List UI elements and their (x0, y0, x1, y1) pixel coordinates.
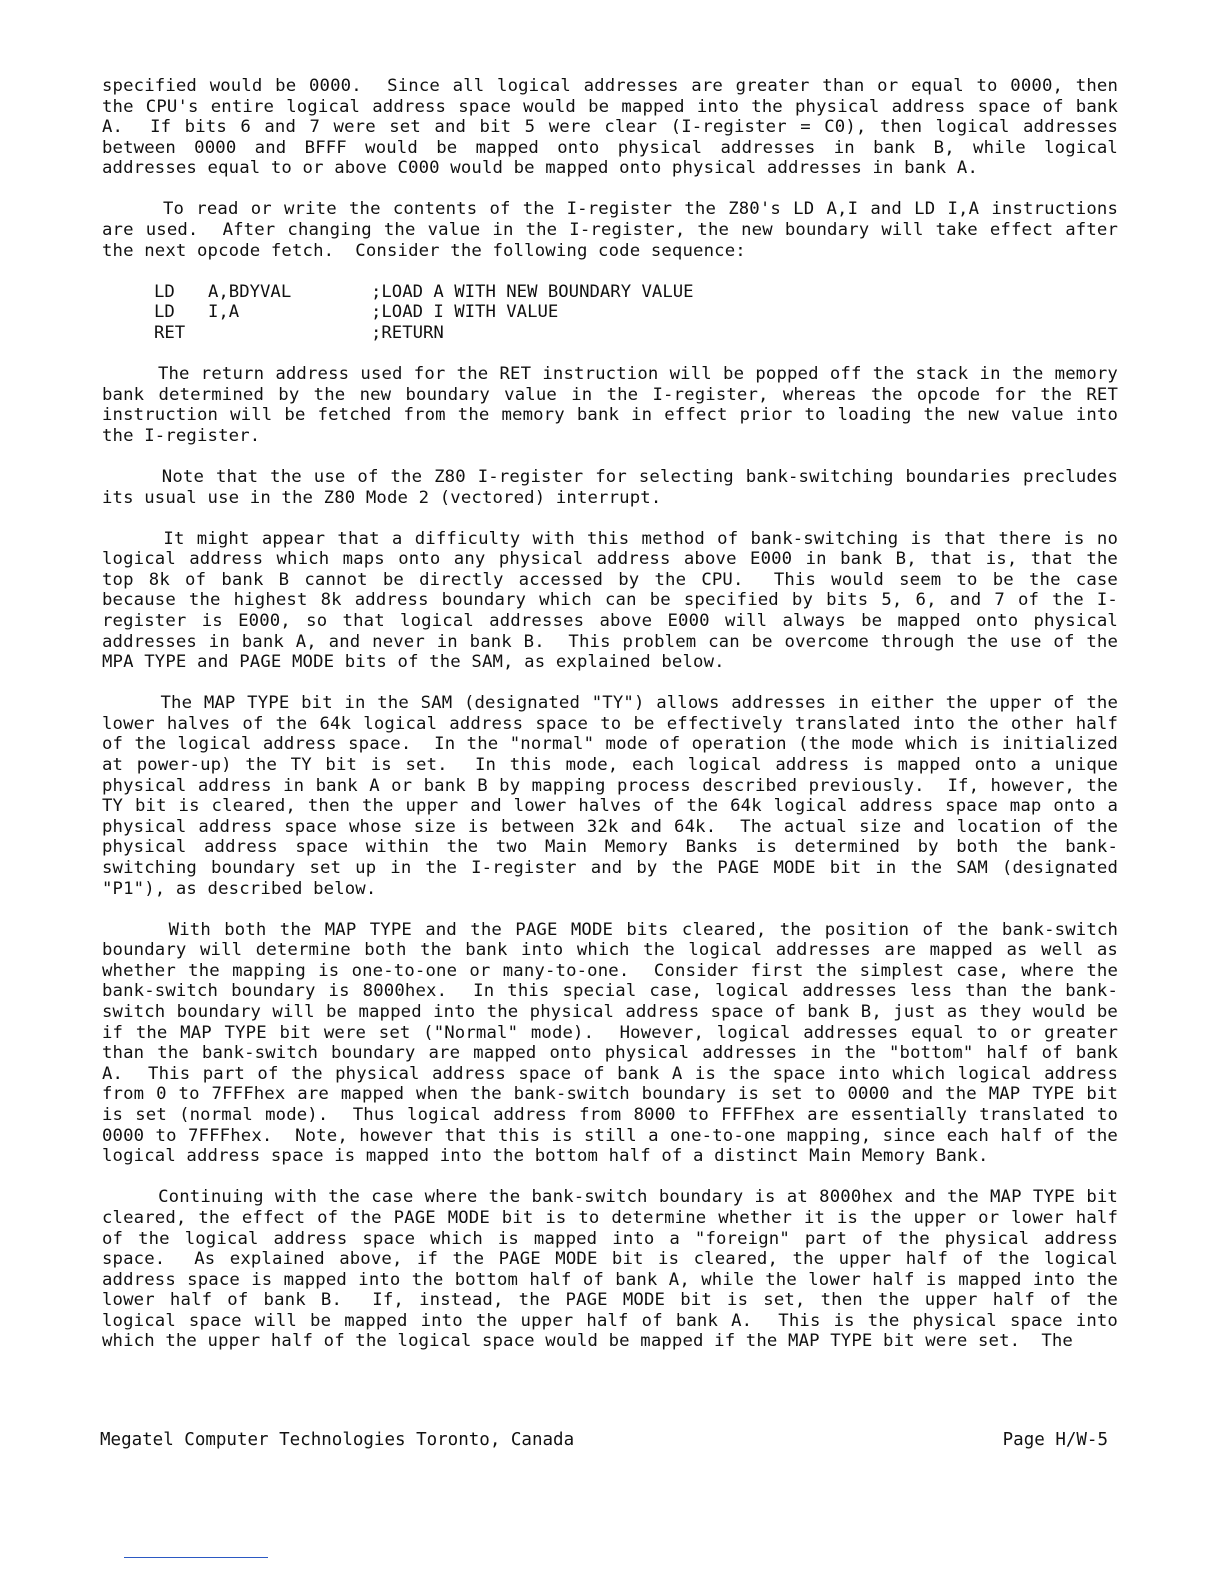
text-line: the next opcode fetch. Consider the following code sequence: (102, 240, 746, 261)
text-line: switch boundary will be mapped into the physical address space of bank B, just as they would be (102, 1002, 1118, 1023)
text-line: from 0 to 7FFFhex are mapped when the bank-switch boundary is set to 0000 and the MAP TYPE bit (102, 1084, 1118, 1105)
code-comment: ;RETURN (371, 322, 444, 343)
text-line: than the bank-switch boundary are mapped onto physical addresses in the "bottom" half of bank (102, 1043, 1118, 1064)
text-line: physical address space whose size is between 32k and 64k. The actual size and location of the (102, 816, 1118, 837)
body-paragraph (102, 467, 1118, 508)
text-line: cleared, the effect of the PAGE MODE bit is to determine whether it is the upper or lower half (102, 1207, 1118, 1228)
code-operand (208, 323, 371, 344)
text-line: the CPU's entire logical address space would be mapped into the physical address space of bank (102, 96, 1118, 117)
text-line: addresses equal to or above C000 would be mapped onto physical addresses in bank A. (102, 158, 978, 179)
text-line: register is E000, so that logical addresses above E000 will always be mapped onto physical (102, 610, 1118, 631)
text-line: boundary will determine both the bank into which the logical addresses are mapped as well as (102, 940, 1118, 961)
text-line: physical address space within the two Main Memory Banks is determined by both the bank- (102, 837, 1118, 858)
text-line: are used. After changing the value in the I-register, the new boundary will take effect after (102, 220, 1118, 241)
code-opcode: RET (154, 322, 186, 343)
text-line: space. As explained above, if the PAGE MODE bit is cleared, the upper half of the logical (102, 1249, 1118, 1270)
text-line: instruction will be fetched from the memory bank in effect prior to loading the new value into (102, 405, 1118, 426)
text-line: switching boundary set up in the I-register and by the PAGE MODE bit in the SAM (designated (102, 858, 1118, 878)
code-comment: ;LOAD I WITH VALUE (371, 302, 559, 323)
body-paragraph (102, 199, 1118, 261)
code-comment: ;LOAD A WITH NEW BOUNDARY VALUE (371, 281, 694, 302)
text-line: which the upper half of the logical space would be mapped if the MAP TYPE bit were set. The (102, 1331, 1073, 1352)
scan-artifact-line (124, 1557, 268, 1558)
footer-company: Megatel Computer Technologies Toronto, Canada (100, 1430, 575, 1450)
text-line: MPA TYPE and PAGE MODE bits of the SAM, as explained below. (102, 652, 725, 673)
text-line: is set (normal mode). Thus logical address from 8000 to FFFFhex are essentially translated to (102, 1105, 1118, 1126)
code-line (154, 323, 1118, 344)
code-opcode: LD (154, 281, 175, 302)
page-footer (100, 1429, 1108, 1451)
text-line: A. If bits 6 and 7 were set and bit 5 were clear (I-register = C0), then logical addresses (102, 117, 1118, 138)
text-line: its usual use in the Z80 Mode 2 (vectored) interrupt. (102, 487, 662, 508)
code-listing (154, 282, 1118, 344)
text-line: because the highest 8k address boundary which can be specified by bits 5, 6, and 7 of the I- (102, 590, 1118, 611)
text-line: lower half of bank B. If, instead, the PAGE MODE bit is set, then the upper half of the (102, 1290, 1118, 1311)
code-line (154, 302, 1118, 323)
text-line: Note that the use of the Z80 I-register for selecting bank-switching boundaries precludes (102, 466, 1118, 487)
text-line: physical address in bank A or bank B by mapping process described previously. If, however, the (102, 775, 1118, 796)
body-paragraph (102, 920, 1118, 1167)
text-line: logical address which maps onto any physical address above E000 in bank B, that is, that the (102, 549, 1118, 570)
text-line: With both the MAP TYPE and the PAGE MODE bits cleared, the position of the bank-switch (102, 919, 1118, 940)
text-line: specified would be 0000. Since all logical addresses are greater than or equal to 0000, then (102, 76, 1118, 96)
text-line: lower halves of the 64k logical address space to be effectively translated into the other half (102, 713, 1118, 734)
text-line: at power-up) the TY bit is set. In this mode, each logical address is mapped onto a unique (102, 755, 1118, 776)
text-line: bank-switch boundary is 8000hex. In this special case, logical addresses less than the bank- (102, 981, 1118, 1002)
text-line: between 0000 and BFFF would be mapped onto physical addresses in bank B, while logical (102, 137, 1118, 158)
text-line: logical space will be mapped into the upper half of bank A. This is the physical space into (102, 1310, 1118, 1331)
code-operand: I,A (208, 302, 240, 323)
text-line: whether the mapping is one-to-one or many-to-one. Consider first the simplest case, where the (102, 960, 1118, 981)
text-line: if the MAP TYPE bit were set ("Normal" mode). However, logical addresses equal to or greater (102, 1022, 1118, 1043)
text-line: The return address used for the RET instruction will be popped off the stack in the memory (102, 364, 1118, 385)
body-paragraph (102, 529, 1118, 673)
body-paragraph (102, 1187, 1118, 1352)
text-line: address space is mapped into the bottom half of bank A, while the lower half is mapped into the (102, 1269, 1118, 1290)
text-line: addresses in bank A, and never in bank B. This problem can be overcome through the use of the (102, 631, 1118, 652)
body-paragraph (102, 693, 1118, 899)
text-line: TY bit is cleared, then the upper and lower halves of the 64k logical address space map onto a (102, 796, 1118, 817)
text-line: "P1"), as described below. (102, 878, 377, 899)
text-line: of the logical address space which is mapped into a "foreign" part of the physical address (102, 1228, 1118, 1249)
text-line: of the logical address space. In the "normal" mode of operation (the mode which is initialized (102, 734, 1118, 755)
text-line: top 8k of bank B cannot be directly accessed by the CPU. This would seem to be the case (102, 569, 1118, 590)
body-paragraph (102, 364, 1118, 446)
text-line: 0000 to 7FFFhex. Note, however that this is still a one-to-one mapping, since each half of the (102, 1125, 1118, 1146)
text-line: A. This part of the physical address space of bank A is the space into which logical address (102, 1063, 1118, 1084)
text-line: It might appear that a difficulty with this method of bank-switching is that there is no (102, 528, 1118, 549)
code-operand: A,BDYVAL (208, 281, 292, 302)
body-paragraph (102, 76, 1118, 179)
document-page (102, 76, 1118, 1373)
text-line: The MAP TYPE bit in the SAM (designated "TY") allows addresses in either the upper of the (102, 693, 1118, 714)
page-number: Page H/W-5 (1002, 1430, 1108, 1450)
text-line: the I-register. (102, 425, 261, 446)
text-line: bank determined by the new boundary value in the I-register, whereas the opcode for the RET (102, 384, 1118, 405)
text-line: logical address space is mapped into the bottom half of a distinct Main Memory Bank. (102, 1146, 989, 1167)
text-line: To read or write the contents of the I-register the Z80's LD A,I and LD I,A instructions (102, 199, 1118, 220)
code-opcode: LD (154, 302, 175, 323)
text-line: Continuing with the case where the bank-switch boundary is at 8000hex and the MAP TYPE bit (102, 1187, 1118, 1208)
code-line (154, 282, 1118, 303)
